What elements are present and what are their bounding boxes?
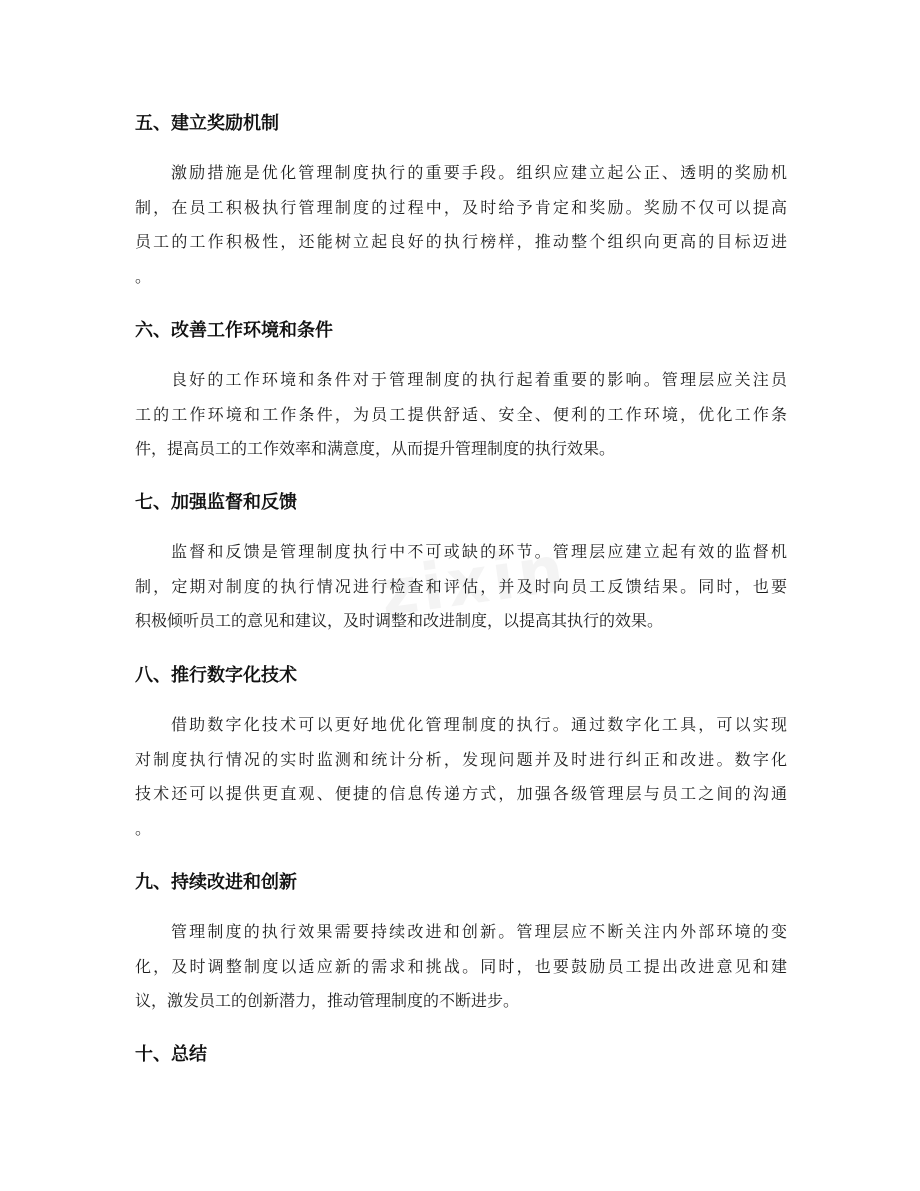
paragraph-line: 员工的工作积极性，还能树立起良好的执行榜样，推动整个组织向更高的目标迈进	[135, 232, 787, 251]
section-heading-7: 七、加强监督和反馈	[135, 492, 297, 513]
section-heading-10: 十、总结	[135, 1044, 207, 1065]
paragraph-line: 激励措施是优化管理制度执行的重要手段。组织应建立起公正、透明的奖励机	[171, 163, 787, 182]
paragraph-line: 管理制度的执行效果需要持续改进和创新。管理层应不断关注内外部环境的变	[171, 922, 787, 941]
section-heading-6: 六、改善工作环境和条件	[135, 320, 333, 341]
section-paragraph-9	[135, 915, 787, 1019]
paragraph-line: 对制度执行情况的实时监测和统计分析，发现问题并及时进行纠正和改进。数字化	[135, 749, 787, 769]
section-paragraph-8	[135, 708, 787, 846]
paragraph-line: 件，提高员工的工作效率和满意度，从而提升管理制度的执行效果。	[135, 439, 616, 458]
paragraph-line: 积极倾听员工的意见和建议，及时调整和改进制度，以提高其执行的效果。	[135, 611, 664, 630]
section-heading-5: 五、建立奖励机制	[135, 113, 279, 134]
paragraph-line: 工的工作环境和工作条件，为员工提供舒适、安全、便利的工作环境，优化工作条	[135, 404, 787, 424]
paragraph-line: 。	[135, 818, 152, 838]
paragraph-line: 制，在员工积极执行管理制度的过程中，及时给予肯定和奖励。奖励不仅可以提高	[135, 197, 787, 217]
section-paragraph-5	[135, 156, 787, 294]
paragraph-line: 议，激发员工的创新潜力，推动管理制度的不断进步。	[135, 991, 520, 1010]
section-heading-8: 八、推行数字化技术	[135, 665, 297, 686]
paragraph-line: 制，定期对制度的执行情况进行检查和评估，并及时向员工反馈结果。同时，也要	[135, 576, 787, 596]
paragraph-line: 技术还可以提供更直观、便捷的信息传递方式，加强各级管理层与员工之间的沟通	[135, 784, 787, 803]
section-heading-9: 九、持续改进和创新	[135, 872, 297, 893]
section-paragraph-6	[135, 363, 787, 467]
paragraph-line: 化，及时调整制度以适应新的需求和挑战。同时，也要鼓励员工提出改进意见和建	[135, 956, 787, 976]
section-paragraph-7	[135, 535, 787, 639]
paragraph-line: 借助数字化技术可以更好地优化管理制度的执行。通过数字化工具，可以实现	[171, 715, 787, 734]
paragraph-line: 监督和反馈是管理制度执行中不可或缺的环节。管理层应建立起有效的监督机	[171, 542, 787, 561]
paragraph-line: 良好的工作环境和条件对于管理制度的执行起着重要的影响。管理层应关注员	[171, 370, 787, 389]
paragraph-line: 。	[135, 266, 152, 286]
